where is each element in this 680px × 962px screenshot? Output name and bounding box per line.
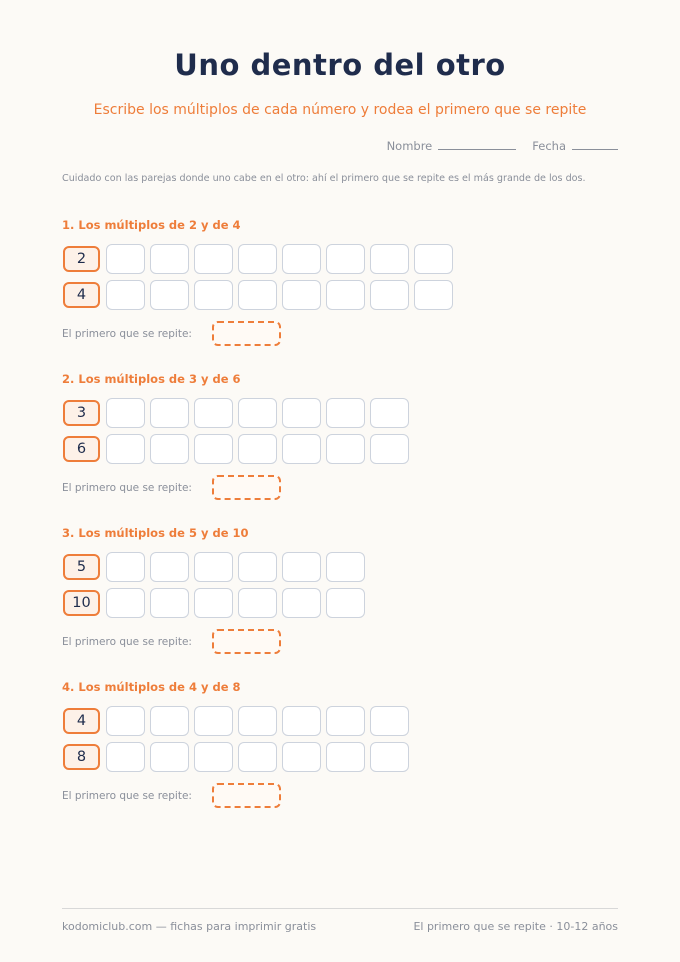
answer-box[interactable]	[212, 629, 281, 654]
multiple-cell[interactable]	[370, 706, 409, 736]
answer-label: El primero que se repite:	[62, 635, 192, 648]
multiple-cell[interactable]	[326, 398, 365, 428]
multiple-cell[interactable]	[370, 434, 409, 464]
date-blank[interactable]	[572, 148, 618, 150]
multiple-cell[interactable]	[282, 280, 321, 310]
base-number: 2	[63, 246, 100, 272]
base-number: 4	[63, 282, 100, 308]
multiple-cell[interactable]	[150, 742, 189, 772]
base-number-wrap	[62, 434, 101, 464]
exercise-title: 1. Los múltiplos de 2 y de 4	[62, 218, 241, 232]
answer-box[interactable]	[212, 321, 281, 346]
multiple-cell[interactable]	[282, 552, 321, 582]
base-number: 4	[63, 708, 100, 734]
answer-row	[62, 321, 453, 346]
multiple-cell[interactable]	[194, 552, 233, 582]
multiple-cell[interactable]	[106, 280, 145, 310]
multiple-cell[interactable]	[106, 398, 145, 428]
multiple-cell[interactable]	[194, 706, 233, 736]
multiple-cell[interactable]	[282, 742, 321, 772]
exercise-section	[62, 218, 453, 346]
multiple-cell[interactable]	[370, 742, 409, 772]
answer-label: El primero que se repite:	[62, 327, 192, 340]
footer-site: kodomiclub.com — fichas para imprimir gratis	[62, 920, 317, 933]
multiple-cell[interactable]	[326, 244, 365, 274]
base-number: 3	[63, 400, 100, 426]
base-number: 6	[63, 436, 100, 462]
multiple-cell[interactable]	[238, 244, 277, 274]
base-number: 5	[63, 554, 100, 580]
answer-row	[62, 475, 409, 500]
base-number-wrap	[62, 244, 101, 274]
multiple-cell[interactable]	[370, 280, 409, 310]
multiple-cell[interactable]	[106, 434, 145, 464]
multiples-row	[62, 398, 409, 428]
exercise-section	[62, 526, 365, 654]
multiple-cell[interactable]	[238, 552, 277, 582]
multiple-cell[interactable]	[194, 244, 233, 274]
multiple-cell[interactable]	[238, 588, 277, 618]
exercise-title: 4. Los múltiplos de 4 y de 8	[62, 680, 241, 694]
multiple-cell[interactable]	[194, 398, 233, 428]
base-number-wrap	[62, 280, 101, 310]
base-number-wrap	[62, 742, 101, 772]
multiple-cell[interactable]	[282, 588, 321, 618]
multiple-cell[interactable]	[326, 434, 365, 464]
multiples-row	[62, 244, 453, 274]
multiple-cell[interactable]	[238, 742, 277, 772]
exercise-section	[62, 680, 409, 808]
multiple-cell[interactable]	[282, 244, 321, 274]
name-label: Nombre	[386, 139, 433, 153]
multiple-cell[interactable]	[150, 280, 189, 310]
multiple-cell[interactable]	[238, 398, 277, 428]
multiple-cell[interactable]	[370, 398, 409, 428]
multiple-cell[interactable]	[326, 588, 365, 618]
multiple-cell[interactable]	[194, 588, 233, 618]
multiples-row	[62, 280, 453, 310]
base-number-wrap	[62, 588, 101, 618]
multiples-row	[62, 588, 365, 618]
name-date-line	[387, 139, 618, 153]
footer-topic: El primero que se repite · 10-12 años	[413, 920, 618, 933]
multiple-cell[interactable]	[194, 434, 233, 464]
multiple-cell[interactable]	[282, 706, 321, 736]
multiple-cell[interactable]	[106, 244, 145, 274]
exercise-section	[62, 372, 409, 500]
multiple-cell[interactable]	[150, 552, 189, 582]
multiple-cell[interactable]	[150, 588, 189, 618]
answer-box[interactable]	[212, 475, 281, 500]
multiple-cell[interactable]	[326, 706, 365, 736]
answer-box[interactable]	[212, 783, 281, 808]
multiple-cell[interactable]	[194, 280, 233, 310]
page-subtitle: Escribe los múltiplos de cada número y rodea el primero que se repite	[93, 102, 587, 118]
multiple-cell[interactable]	[106, 552, 145, 582]
base-number-wrap	[62, 552, 101, 582]
multiple-cell[interactable]	[150, 706, 189, 736]
multiple-cell[interactable]	[194, 742, 233, 772]
answer-label: El primero que se repite:	[62, 481, 192, 494]
multiple-cell[interactable]	[106, 588, 145, 618]
multiple-cell[interactable]	[326, 742, 365, 772]
footer-divider	[62, 908, 618, 909]
multiple-cell[interactable]	[326, 552, 365, 582]
multiple-cell[interactable]	[326, 280, 365, 310]
date-label: Fecha	[532, 139, 566, 153]
base-number-wrap	[62, 398, 101, 428]
multiple-cell[interactable]	[414, 280, 453, 310]
multiple-cell[interactable]	[150, 398, 189, 428]
answer-label: El primero que se repite:	[62, 789, 192, 802]
answer-row	[62, 629, 365, 654]
multiple-cell[interactable]	[282, 398, 321, 428]
exercise-title: 2. Los múltiplos de 3 y de 6	[62, 372, 241, 386]
multiple-cell[interactable]	[370, 244, 409, 274]
name-blank[interactable]	[438, 148, 516, 150]
multiple-cell[interactable]	[150, 434, 189, 464]
multiples-row	[62, 706, 409, 736]
exercise-title: 3. Los múltiplos de 5 y de 10	[62, 526, 249, 540]
multiple-cell[interactable]	[106, 706, 145, 736]
multiple-cell[interactable]	[238, 706, 277, 736]
base-number-wrap	[62, 706, 101, 736]
multiple-cell[interactable]	[106, 742, 145, 772]
multiples-row	[62, 434, 409, 464]
instructions-text: Cuidado con las parejas donde uno cabe en el otro: ahí el primero que se repite es el más grande de los dos.	[62, 173, 586, 184]
base-number: 8	[63, 744, 100, 770]
answer-row	[62, 783, 409, 808]
multiple-cell[interactable]	[150, 244, 189, 274]
multiples-row	[62, 552, 365, 582]
multiples-row	[62, 742, 409, 772]
multiple-cell[interactable]	[414, 244, 453, 274]
multiple-cell[interactable]	[238, 280, 277, 310]
page-title: Uno dentro del otro	[174, 48, 506, 82]
base-number: 10	[63, 590, 100, 616]
multiple-cell[interactable]	[282, 434, 321, 464]
multiple-cell[interactable]	[238, 434, 277, 464]
